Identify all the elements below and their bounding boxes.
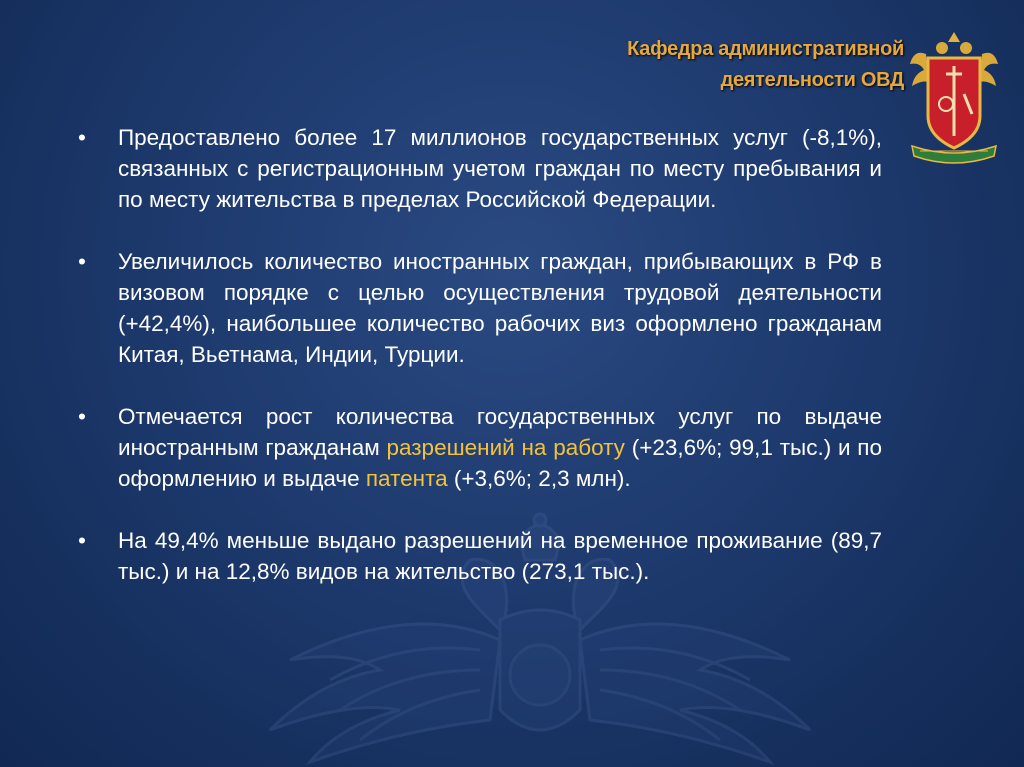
main-content <box>74 122 882 618</box>
bullet-text: Предоставлено более 17 миллионов государственных услуг (-8,1%), связанных с регистрационным учетом граждан по месту пребывания и по месту жительства в пределах Российской Федерации. <box>118 125 882 212</box>
department-title-line2: деятельности ОВД <box>720 69 904 91</box>
highlight-work-permits: разрешений на работу <box>386 435 625 460</box>
bullet-marker: • <box>78 404 86 429</box>
department-title <box>627 34 904 96</box>
bullet-marker: • <box>78 125 86 150</box>
bullet-text-part3: (+3,6%; 2,3 млн). <box>447 466 631 491</box>
police-emblem-icon <box>906 24 1002 164</box>
bullet-text-part2: (+23,6%; 99,1 тыс.) и по оформлению и выдаче <box>118 435 882 491</box>
department-title-line1: Кафедра административной <box>627 38 904 60</box>
bullet-text: Увеличилось количество иностранных граждан, прибывающих в РФ в визовом порядке с целью осуществления трудовой деятельности (+42,4%), наибольшее количество рабочих виз оформлено гражданам Китая, Вьетнама, Индии, Турции. <box>118 249 882 367</box>
bullet-text: На 49,4% меньше выдано разрешений на временное проживание (89,7 тыс.) и на 12,8% видов на жительство (273,1 тыс.). <box>118 528 882 584</box>
bullet-text-part1: Отмечается рост количества государственных услуг по выдаче иностранным гражданам <box>118 404 882 460</box>
bullet-item-4 <box>74 525 882 587</box>
bullet-marker: • <box>78 249 86 274</box>
bullet-item-1 <box>74 122 882 215</box>
bullet-item-3 <box>74 401 882 494</box>
bullet-item-2 <box>74 246 882 370</box>
bullet-marker: • <box>78 528 86 553</box>
highlight-patent: патента <box>365 466 448 491</box>
